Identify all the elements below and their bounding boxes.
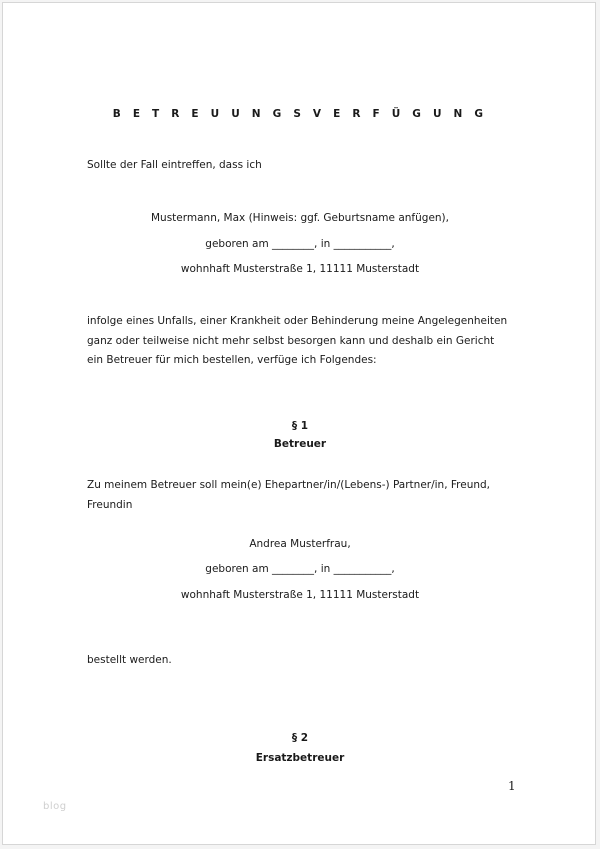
section1-name-line: Andrea Musterfrau, [249,538,351,550]
watermark: blog [43,801,67,812]
section1-birth-line: geboren am ________, in ___________, [205,563,395,575]
section2-heading: Ersatzbetreuer [255,752,345,764]
page-number: 1 [508,779,516,793]
section1-address-line: wohnhaft Musterstraße 1, 11111 Musterstadt [180,589,420,601]
section1-text-line1: Zu meinem Betreuer soll mein(e) Ehepartner/in/(Lebens-) Partner/in, Freund, [87,479,491,491]
section1-heading: Betreuer [273,438,327,450]
intro-text: Sollte der Fall eintreffen, dass ich [87,159,262,171]
paragraph-line-2: ganz oder teilweise nicht mehr selbst besorgen kann und deshalb ein Gericht [87,335,495,347]
paragraph-line-1: infolge eines Unfalls, einer Krankheit oder Behinderung meine Angelegenheiten [87,315,508,327]
section2-number: § 2 [291,732,309,744]
section1-number: § 1 [291,420,309,432]
person-birth-line: geboren am ________, in ___________, [205,238,395,250]
document-title: B E T R E U U N G S V E R F Ü G U N G [112,108,488,120]
document-page [2,2,596,845]
person-name-line: Mustermann, Max (Hinweis: ggf. Geburtsname anfügen), [151,212,449,224]
paragraph-line-3: ein Betreuer für mich bestellen, verfüge ich Folgendes: [87,354,377,366]
section1-closing: bestellt werden. [87,654,172,666]
person-address-line: wohnhaft Musterstraße 1, 11111 Musterstadt [180,263,420,275]
section1-text-line2: Freundin [87,499,133,511]
